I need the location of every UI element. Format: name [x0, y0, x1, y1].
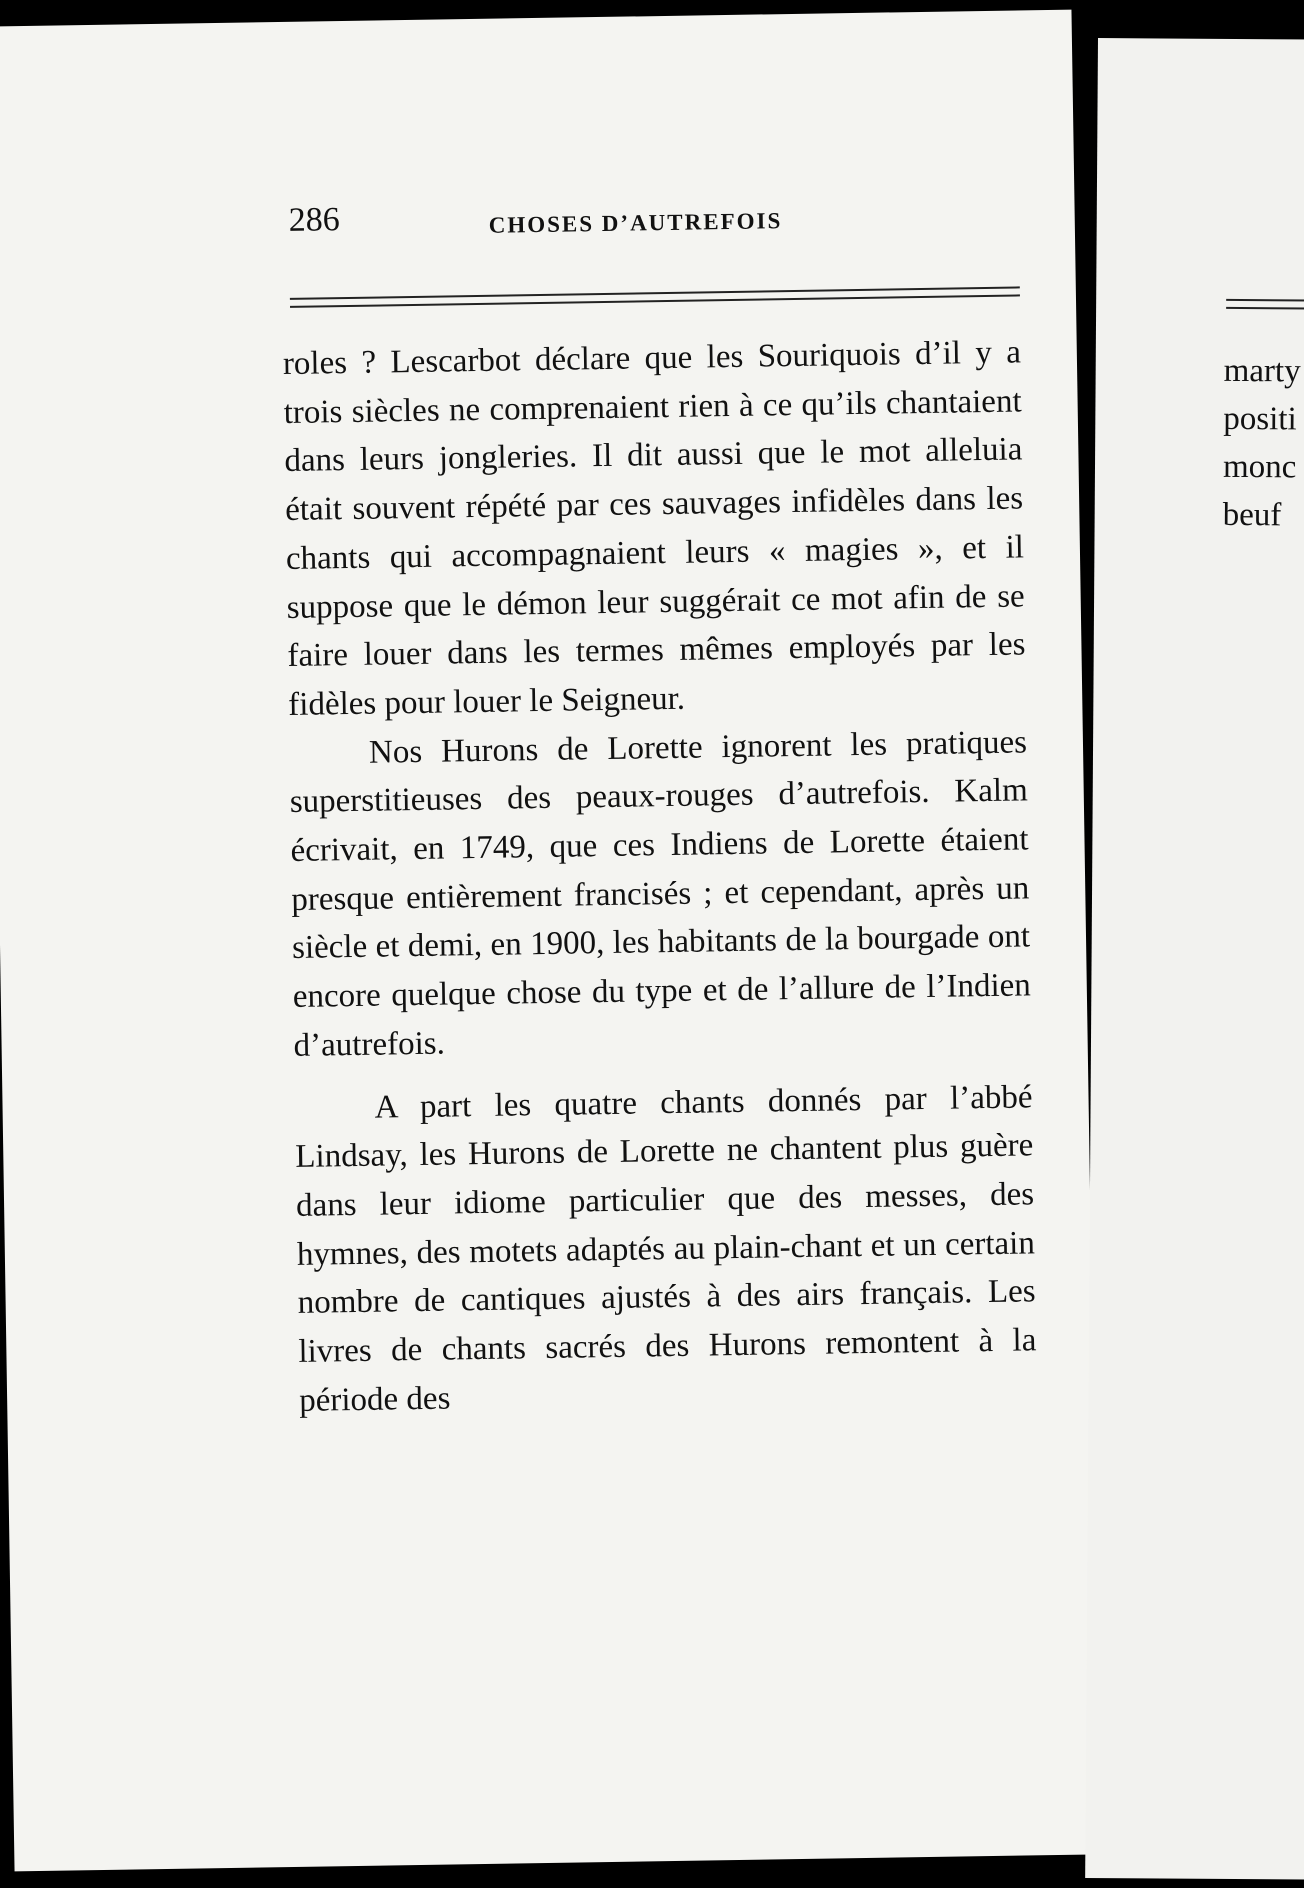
header-double-rule [290, 286, 1020, 307]
right-header-rule [1226, 299, 1304, 310]
left-page [0, 10, 1100, 1872]
right-line-4: beuf [1222, 496, 1282, 534]
right-line-1: marty [1223, 352, 1301, 390]
page-number: 286 [288, 201, 340, 239]
right-line-2: positi [1223, 400, 1297, 438]
page-header [0, 178, 1075, 255]
paragraph-2: Nos Hurons de Lorette ignorent les pratiques superstitieuses des peaux-rouges d’autrefois. Kalm écrivait, en 1749, que ces Indiens de Lorette étaient presque entièrement francisés ; et cependant, après un siècle et demi, en 1900, les habitants de la bourgade ont encore quelque chose du type et de l’allure de l’Indien d’autrefois. [289, 724, 1032, 1064]
paragraph-1: roles ? Lescarbot déclare que les Souriquois d’il y a trois siècles ne comprenaient rien à ce qu’ils chantaient dans leurs jongleries. Il dit aussi que le mot alleluia était souvent répété par ces sauvages infidèles dans les chants qui accompagnaient leurs « magies », et il suppose que le démon leur suggérait ce mot afin de se faire louer dans les termes mêmes employés par les fidèles pour louer le Seigneur. [282, 334, 1026, 723]
right-line-3: monc [1222, 448, 1297, 486]
running-head: CHOSES D’AUTREFOIS [488, 208, 783, 238]
body-text [283, 328, 1038, 1425]
right-page [1085, 38, 1304, 1880]
paragraph-3: A part les quatre chants donnés par l’abbé Lindsay, les Hurons de Lorette ne chantent plus guère dans leur idiome particulier que des messes, des hymnes, des motets adaptés au plain-chant et un certain nombre de cantiques ajustés à des airs français. Les livres de chants sacrés des Hurons remontent à la période des [295, 1078, 1037, 1419]
right-page-text [1223, 347, 1304, 540]
